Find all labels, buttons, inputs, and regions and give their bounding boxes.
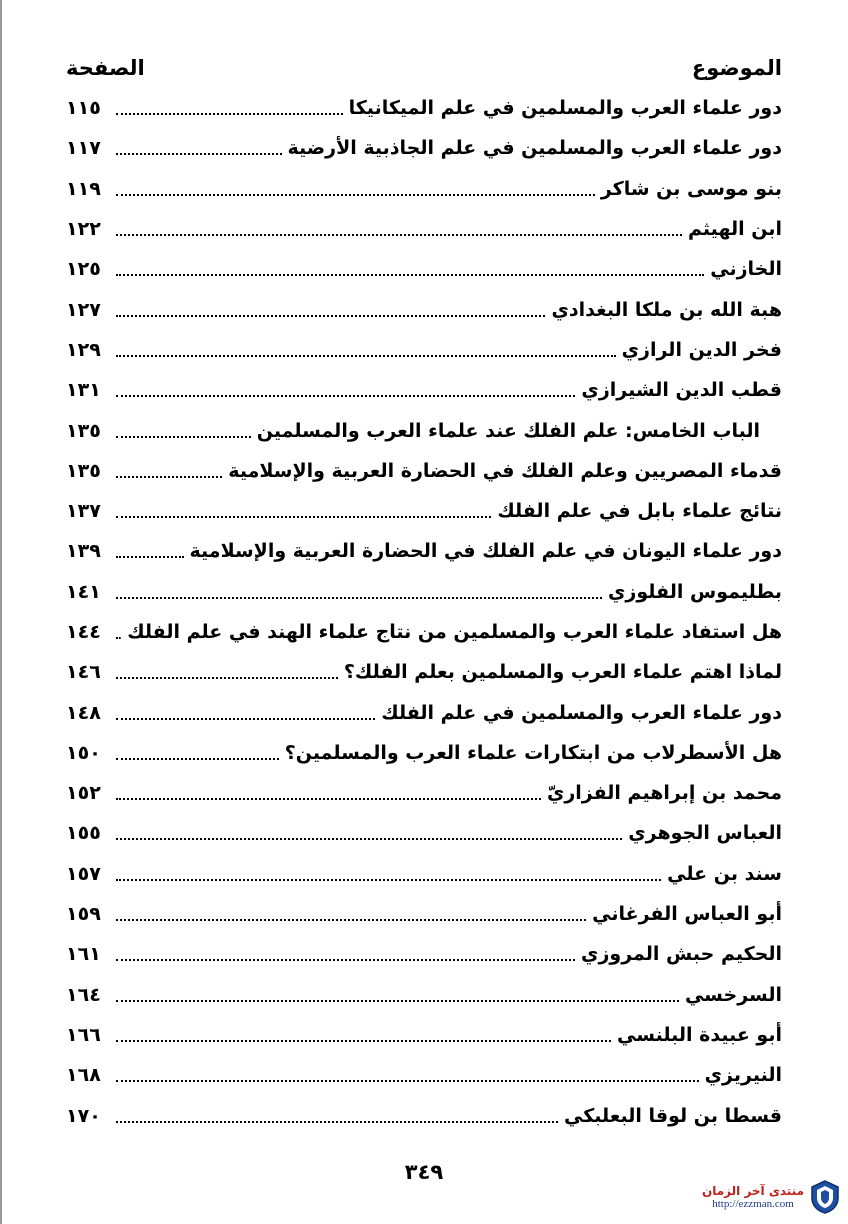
dot-leader (116, 395, 575, 397)
toc-entry-title: بنو موسى بن شاكر (600, 177, 782, 200)
toc-entry-page: ١٢٢ (66, 218, 101, 241)
dot-leader (116, 274, 704, 276)
toc-header (66, 52, 782, 84)
dot-leader (116, 1080, 699, 1082)
toc-entry-title: قدماء المصريين وعلم الفلك في الحضارة العربية والإسلامية (228, 459, 782, 482)
toc-entry-page: ١٧٠ (66, 1104, 101, 1127)
toc-row (66, 169, 782, 209)
toc-entry-page: ١٦١ (66, 943, 101, 966)
dot-leader (116, 315, 545, 317)
dot-leader (116, 556, 184, 558)
toc-entry-page: ١٥٥ (66, 822, 101, 845)
toc-entry-title: قطب الدين الشيرازي (581, 379, 782, 402)
dot-leader (116, 718, 375, 720)
dot-leader (116, 1121, 558, 1123)
dot-leader (116, 879, 661, 881)
toc-entry-page: ١٤١ (66, 580, 101, 603)
page-column-label: الصفحة (66, 56, 145, 80)
dot-leader (116, 234, 682, 236)
toc-entry-page: ١١٥ (66, 97, 101, 120)
toc-entry-title: السرخسي (684, 983, 782, 1006)
toc-entry-title: هل الأسطرلاب من ابتكارات علماء العرب والمسلمين؟ (284, 741, 782, 764)
toc-row (66, 370, 782, 410)
toc-entry-page: ١٥٧ (66, 862, 101, 885)
toc-row (66, 692, 782, 732)
toc-entry-title: نتائج علماء بابل في علم الفلك (497, 500, 782, 523)
toc-row (66, 330, 782, 370)
toc-row (66, 854, 782, 894)
dot-leader (116, 436, 251, 438)
toc-entry-page: ١٦٦ (66, 1023, 101, 1046)
page-edge-rule (0, 0, 2, 1224)
toc-entry-title: العباس الجوهري (628, 822, 782, 845)
toc-row (66, 934, 782, 974)
dot-leader (116, 476, 222, 478)
toc-entry-page: ١٦٨ (66, 1064, 101, 1087)
dot-leader (116, 1040, 611, 1042)
subject-column-label: الموضوع (691, 56, 782, 80)
toc-entry-page: ١٥٠ (66, 741, 101, 764)
dot-leader (116, 758, 279, 760)
dot-leader (116, 153, 282, 155)
toc-row (66, 975, 782, 1015)
toc-entry-title: دور علماء العرب والمسلمين في علم الميكانيكا (348, 97, 782, 120)
toc-entry-page: ١٤٨ (66, 701, 101, 724)
dot-leader (116, 919, 586, 921)
toc-entry-title: دور علماء العرب والمسلمين في علم الجاذبية الأرضية (287, 137, 782, 160)
toc-row (66, 773, 782, 813)
toc-row (66, 491, 782, 531)
dot-leader (116, 355, 616, 357)
dot-leader (116, 959, 575, 961)
dot-leader (116, 597, 602, 599)
toc-entry-page: ١٥٩ (66, 903, 101, 926)
toc-row (66, 1015, 782, 1055)
dot-leader (116, 194, 595, 196)
toc-chapter-row (66, 410, 782, 450)
watermark-name: منتدى آخر الزمان (702, 1184, 804, 1198)
dot-leader (116, 1000, 679, 1002)
toc-row (66, 572, 782, 612)
dot-leader (116, 798, 541, 800)
toc-entry-title: ابن الهيثم (688, 218, 782, 241)
toc-entry-title: هل استفاد علماء العرب والمسلمين من نتاج علماء الهند في علم الفلك (127, 621, 782, 643)
toc-entry-title: سند بن علي (667, 862, 782, 885)
toc-row (66, 451, 782, 491)
toc-entry-page: ١٣١ (66, 379, 101, 402)
toc-entry-page: ١٤٦ (66, 661, 101, 684)
toc-row (66, 733, 782, 773)
toc-entry-title: هبة الله بن ملكا البغدادي (551, 298, 782, 321)
toc-row (66, 128, 782, 168)
toc-entry-title: النيريزي (704, 1064, 782, 1087)
toc-entry-title: أبو العباس الفرغاني (592, 903, 782, 926)
shield-logo-icon (810, 1180, 840, 1214)
toc-entry-page: ١١٧ (66, 137, 101, 160)
watermark-url: http://ezzman.com (712, 1198, 794, 1210)
dot-leader (116, 637, 121, 639)
toc-entry-page: ١٣٥ (66, 419, 101, 442)
table-of-contents (66, 88, 782, 1136)
toc-row (66, 612, 782, 652)
toc-row (66, 813, 782, 853)
toc-row (66, 209, 782, 249)
toc-entry-title: محمد بن إبراهيم الفزاريّ (546, 782, 782, 805)
dot-leader (116, 838, 622, 840)
toc-row (66, 531, 782, 571)
dot-leader (116, 516, 491, 518)
toc-entry-page: ١١٩ (66, 177, 101, 200)
dot-leader (116, 113, 343, 115)
toc-entry-title: بطليموس الفلوزي (608, 580, 782, 603)
toc-entry-title: دور علماء العرب والمسلمين في علم الفلك (381, 701, 782, 724)
page-number: ٣٤٩ (404, 1160, 444, 1184)
toc-entry-title: الحكيم حبش المروزي (581, 943, 782, 966)
toc-entry-page: ١٥٢ (66, 782, 101, 805)
toc-row (66, 1055, 782, 1095)
toc-entry-page: ١٣٩ (66, 540, 101, 563)
toc-row (66, 894, 782, 934)
toc-entry-page: ١٢٥ (66, 258, 101, 281)
toc-entry-page: ١٦٤ (66, 983, 101, 1006)
toc-row (66, 249, 782, 289)
toc-row (66, 289, 782, 329)
toc-entry-title: فخر الدين الرازي (621, 338, 782, 361)
toc-entry-page: ١٤٤ (66, 621, 101, 643)
toc-row (66, 1095, 782, 1135)
toc-entry-title: أبو عبيدة البلنسي (617, 1023, 782, 1046)
toc-entry-title: دور علماء اليونان في علم الفلك في الحضارة العربية والإسلامية (189, 540, 782, 563)
toc-entry-title: لماذا اهتم علماء العرب والمسلمين بعلم الفلك؟ (343, 661, 782, 684)
toc-entry-page: ١٣٧ (66, 500, 101, 523)
watermark (702, 1180, 840, 1214)
toc-entry-title: قسطا بن لوقا البعلبكي (563, 1104, 782, 1127)
toc-entry-title: الباب الخامس: علم الفلك عند علماء العرب والمسلمين (256, 419, 760, 442)
toc-entry-page: ١٢٩ (66, 338, 101, 361)
toc-entry-page: ١٢٧ (66, 298, 101, 321)
toc-row (66, 88, 782, 128)
toc-row (66, 652, 782, 692)
toc-entry-page: ١٣٥ (66, 459, 101, 482)
toc-entry-title: الخازني (710, 258, 782, 281)
dot-leader (116, 677, 338, 679)
